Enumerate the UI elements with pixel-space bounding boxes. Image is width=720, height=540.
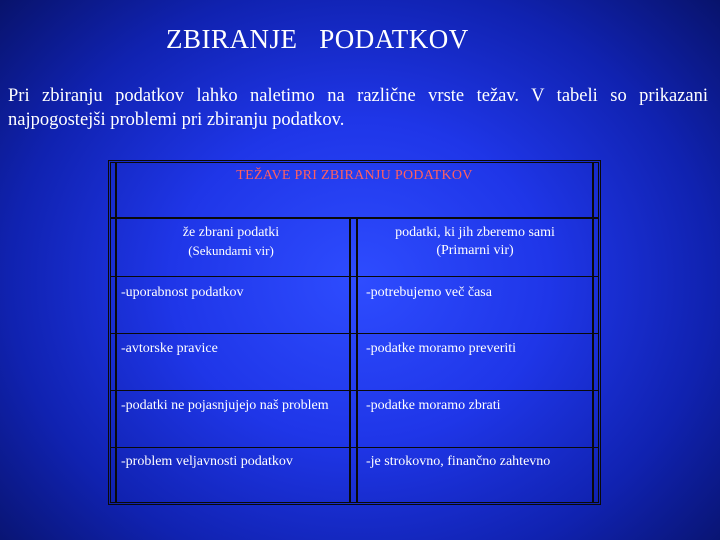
table-divider-vertical — [356, 219, 358, 502]
table-divider-horizontal — [111, 390, 598, 391]
intro-paragraph: Pri zbiranju podatkov lahko naletimo na različne vrste težav. V tabeli so prikazani najpogostejši problemi pri zbiranju podatkov. — [8, 86, 708, 130]
slide-title: ZBIRANJE PODATKOV — [166, 24, 469, 54]
table-cell: -problem veljavnosti podatkov — [121, 454, 293, 469]
table-cell: -podatke moramo zbrati — [366, 398, 501, 413]
table-cell: -potrebujemo več časa — [366, 285, 492, 300]
table-divider-horizontal — [111, 217, 598, 219]
table-divider-vertical — [592, 163, 594, 502]
column-header-label: že zbrani podatki — [182, 225, 280, 240]
table-title: TEŽAVE PRI ZBIRANJU PODATKOV — [236, 168, 473, 183]
table-cell: -podatki ne pojasnjujejo naš problem — [121, 398, 329, 413]
table-divider-vertical — [115, 163, 117, 502]
column-header-label: podatki, ki jih zberemo sami — [395, 225, 555, 240]
column-header-primary — [362, 224, 588, 260]
table-divider-horizontal — [111, 276, 598, 277]
table-cell: -podatke moramo preveriti — [366, 341, 517, 356]
column-header-sublabel: (Primarni vir) — [436, 243, 514, 258]
column-header-sublabel: (Sekundarni vir) — [188, 243, 274, 258]
table-divider-vertical — [349, 219, 351, 502]
table-divider-horizontal — [111, 333, 598, 334]
table-cell: -je strokovno, finančno zahtevno — [366, 454, 551, 469]
table-divider-horizontal — [111, 447, 598, 448]
table-cell: -avtorske pravice — [121, 341, 218, 356]
table-cell: -uporabnost podatkov — [121, 285, 244, 300]
column-header-secondary — [118, 224, 344, 260]
